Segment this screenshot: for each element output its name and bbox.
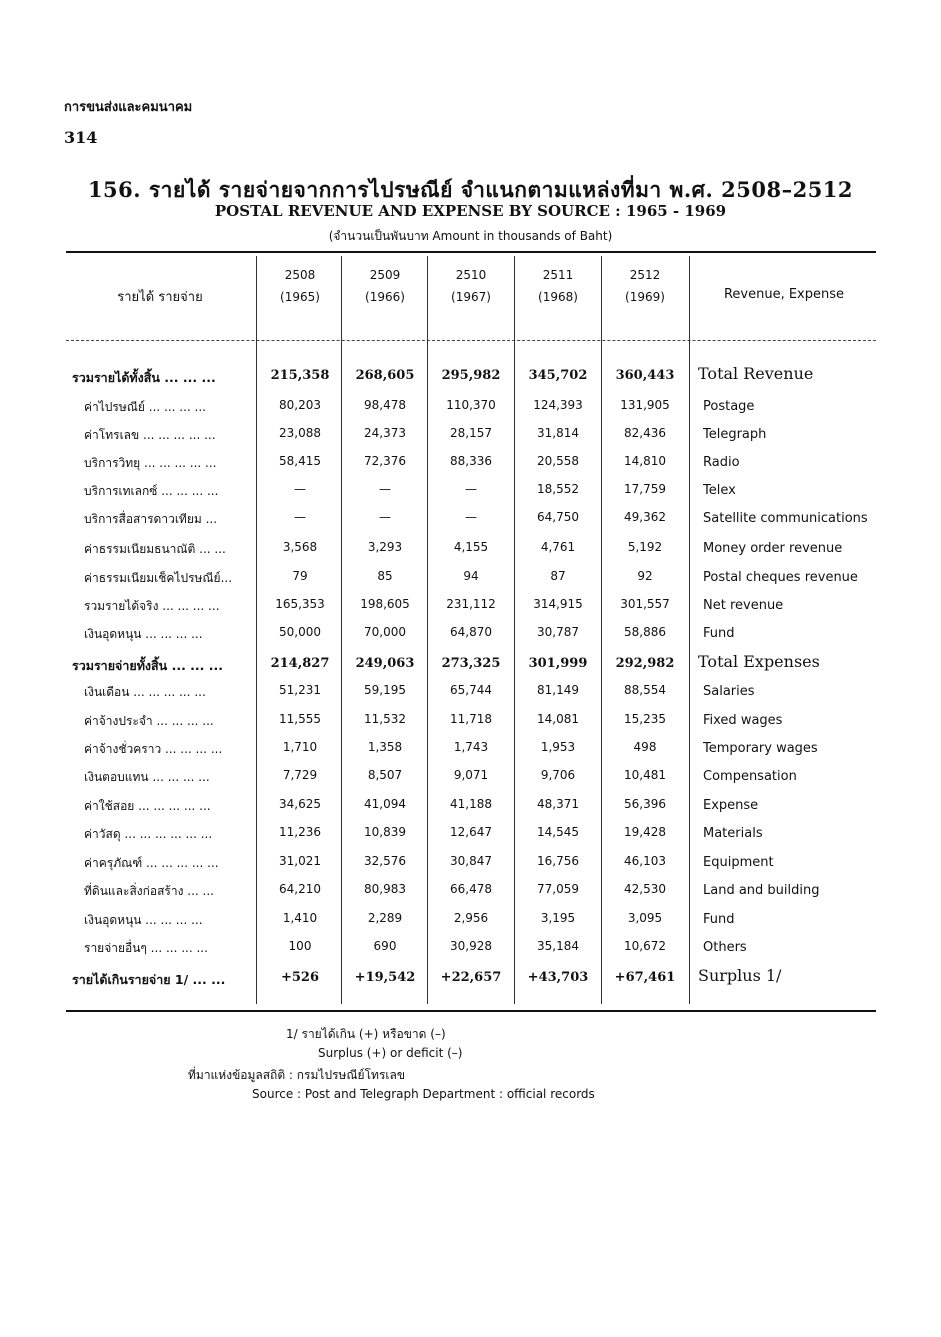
- cell-value: 79: [292, 569, 308, 583]
- cell-value: —: [294, 482, 306, 496]
- cell-value: 15,235: [624, 712, 666, 726]
- cell-value: 31,814: [537, 426, 579, 440]
- row-label-english: Surplus 1/: [698, 966, 782, 985]
- cell-value: 131,905: [620, 398, 670, 412]
- cell-value: 295,982: [441, 368, 501, 383]
- cell-value: 1,743: [453, 740, 489, 754]
- row-label-english: Radio: [703, 455, 740, 470]
- year-header: 2511 (1968): [538, 268, 578, 304]
- footnote-english: Surplus (+) or deficit (–): [318, 1046, 463, 1060]
- cell-value: +43,703: [527, 970, 589, 985]
- cell-value: 65,744: [450, 683, 492, 697]
- cell-value: 498: [633, 740, 657, 754]
- cell-value: 41,094: [364, 797, 406, 811]
- cell-value: +19,542: [354, 970, 416, 985]
- cell-value: 88,554: [624, 683, 666, 697]
- cell-value: 1,410: [282, 911, 318, 925]
- unit-note: (จำนวนเป็นพันบาท Amount in thousands of Baht): [328, 229, 613, 243]
- table-row: [0, 650, 941, 678]
- year-header: 2508 (1965): [280, 268, 320, 304]
- row-label-english: Telex: [703, 483, 736, 498]
- cell-value: 1,953: [540, 740, 576, 754]
- cell-value: +526: [280, 970, 320, 985]
- cell-value: 231,112: [446, 597, 496, 611]
- row-label-english: Net revenue: [703, 598, 784, 613]
- cell-value: 64,870: [450, 625, 492, 639]
- row-label-thai: ค่าธรรมเนียมธนาณัติ ... ...: [84, 542, 226, 556]
- cell-value: 34,625: [279, 797, 321, 811]
- cell-value: 16,756: [537, 854, 579, 868]
- cell-value: 18,552: [537, 482, 579, 496]
- cell-value: 214,827: [270, 656, 330, 671]
- cell-value: 301,557: [620, 597, 670, 611]
- cell-value: +67,461: [614, 970, 676, 985]
- row-label-english: Money order revenue: [703, 541, 843, 556]
- cell-value: 23,088: [279, 426, 321, 440]
- cell-value: 46,103: [624, 854, 666, 868]
- row-label-thai: บริการสื่อสารดาวเทียม ...: [84, 512, 218, 526]
- cell-value: 165,353: [275, 597, 325, 611]
- header-revenue-expense-thai: รายได้ รายจ่าย: [117, 290, 203, 305]
- table-row: [0, 420, 941, 448]
- cell-value: 301,999: [528, 656, 588, 671]
- year-header: 2512 (1969): [625, 268, 665, 304]
- row-label-thai: รายจ่ายอื่นๆ ... ... ... ...: [84, 941, 208, 955]
- row-label-english: Compensation: [703, 769, 797, 784]
- cell-value: 14,081: [537, 712, 579, 726]
- cell-value: 30,787: [537, 625, 579, 639]
- cell-value: 70,000: [364, 625, 406, 639]
- cell-value: 314,915: [533, 597, 583, 611]
- row-label-english: Materials: [703, 826, 763, 841]
- cell-value: 80,983: [364, 882, 406, 896]
- cell-value: 2,956: [453, 911, 489, 925]
- cell-value: 3,095: [627, 911, 663, 925]
- cell-value: 77,059: [537, 882, 579, 896]
- row-label-thai: เงินเดือน ... ... ... ... ...: [84, 685, 206, 699]
- table-title-thai: 156. รายได้ รายจ่ายจากการไปรษณีย์ จำแนกตามแหล่งที่มา พ.ศ. 2508–2512: [87, 177, 854, 202]
- cell-value: —: [379, 482, 391, 496]
- row-label-english: Equipment: [703, 855, 774, 870]
- row-label-thai: รวมรายได้จริง ... ... ... ...: [84, 599, 220, 613]
- row-label-thai: ค่าไปรษณีย์ ... ... ... ...: [84, 400, 206, 414]
- cell-value: 14,810: [624, 454, 666, 468]
- cell-value: 268,605: [355, 368, 415, 383]
- cell-value: 20,558: [537, 454, 579, 468]
- row-label-thai: ค่าจ้างชั่วคราว ... ... ... ...: [84, 742, 223, 756]
- cell-value: 58,886: [624, 625, 666, 639]
- cell-value: 19,428: [624, 825, 666, 839]
- bottom-rule: [66, 1010, 876, 1012]
- cell-value: 3,195: [540, 911, 576, 925]
- row-label-thai: เงินอุดหนุน ... ... ... ...: [84, 913, 203, 927]
- cell-value: 50,000: [279, 625, 321, 639]
- row-label-english: Land and building: [703, 883, 820, 898]
- table-row: [0, 504, 941, 532]
- cell-value: 690: [373, 939, 397, 953]
- cell-value: 30,928: [450, 939, 492, 953]
- cell-value: 110,370: [446, 398, 496, 412]
- row-label-thai: ค่าครุภัณฑ์ ... ... ... ... ...: [84, 856, 219, 870]
- row-label-english: Salaries: [703, 684, 755, 699]
- cell-value: 9,706: [540, 768, 576, 782]
- cell-value: 51,231: [279, 683, 321, 697]
- cell-value: 10,839: [364, 825, 406, 839]
- cell-value: 7,729: [282, 768, 318, 782]
- cell-value: 92: [637, 569, 653, 583]
- table-row: [0, 362, 941, 390]
- table-row: [0, 619, 941, 647]
- cell-value: 64,210: [279, 882, 321, 896]
- row-label-english: Satellite communications: [703, 511, 868, 526]
- table-row: [0, 734, 941, 762]
- table-row: [0, 392, 941, 420]
- cell-value: 41,188: [450, 797, 492, 811]
- cell-value: 9,071: [453, 768, 489, 782]
- cell-value: 28,157: [450, 426, 492, 440]
- table-row: [0, 476, 941, 504]
- running-head: การขนส่งและคมนาคม: [64, 100, 193, 115]
- cell-value: 56,396: [624, 797, 666, 811]
- cell-value: —: [294, 510, 306, 524]
- header-revenue-expense-english: Revenue, Expense: [723, 287, 845, 302]
- row-label-thai: เงินอุดหนุน ... ... ... ...: [84, 627, 203, 641]
- table-row: [0, 848, 941, 876]
- row-label-thai: ค่าโทรเลข ... ... ... ... ...: [84, 428, 216, 442]
- cell-value: 14,545: [537, 825, 579, 839]
- year-header: 2510 (1967): [451, 268, 491, 304]
- table-row: [0, 677, 941, 705]
- cell-value: 42,530: [624, 882, 666, 896]
- cell-value: 1,710: [282, 740, 318, 754]
- cell-value: 11,532: [364, 712, 406, 726]
- cell-value: 292,982: [615, 656, 675, 671]
- row-label-thai: ค่าใช้สอย ... ... ... ... ...: [84, 799, 211, 813]
- cell-value: 100: [288, 939, 312, 953]
- row-label-english: Telegraph: [703, 427, 767, 442]
- year-header: 2509 (1966): [365, 268, 405, 304]
- table-title-english: POSTAL REVENUE AND EXPENSE BY SOURCE : 1965 - 1969: [214, 202, 727, 220]
- row-label-thai: ค่าจ้างประจำ ... ... ... ...: [84, 714, 214, 728]
- row-label-english: Fixed wages: [703, 713, 783, 728]
- cell-value: 273,325: [441, 656, 501, 671]
- table-row: [0, 819, 941, 847]
- row-label-thai: บริการวิทยุ ... ... ... ... ...: [84, 456, 217, 470]
- row-label-english: Total Revenue: [698, 364, 814, 383]
- cell-value: 72,376: [364, 454, 406, 468]
- cell-value: 58,415: [279, 454, 321, 468]
- cell-value: 48,371: [537, 797, 579, 811]
- table-row: [0, 448, 941, 476]
- cell-value: 88,336: [450, 454, 492, 468]
- cell-value: 3,568: [282, 540, 318, 554]
- source-thai: ที่มาแห่งข้อมูลสถิติ : กรมไปรษณีย์โทรเลข: [188, 1068, 406, 1082]
- row-label-english: Postage: [703, 399, 755, 414]
- table-row: [0, 933, 941, 961]
- cell-value: 345,702: [528, 368, 588, 383]
- cell-value: 8,507: [367, 768, 403, 782]
- cell-value: —: [379, 510, 391, 524]
- cell-value: 3,293: [367, 540, 403, 554]
- row-label-english: Postal cheques revenue: [703, 570, 858, 585]
- cell-value: 85: [377, 569, 393, 583]
- cell-value: 87: [550, 569, 566, 583]
- cell-value: 4,761: [540, 540, 576, 554]
- row-label-english: Total Expenses: [698, 652, 820, 671]
- source-english: Source : Post and Telegraph Department : official records: [252, 1087, 595, 1101]
- table-row: [0, 791, 941, 819]
- cell-value: 32,576: [364, 854, 406, 868]
- cell-value: 66,478: [450, 882, 492, 896]
- table-row: [0, 905, 941, 933]
- top-rule: [66, 251, 876, 253]
- cell-value: 10,672: [624, 939, 666, 953]
- row-label-thai: รายได้เกินรายจ่าย 1/ ... ...: [72, 972, 226, 987]
- cell-value: 59,195: [364, 683, 406, 697]
- header-separator: [66, 340, 876, 341]
- cell-value: 11,236: [279, 825, 321, 839]
- row-label-english: Fund: [703, 912, 735, 927]
- cell-value: 11,555: [279, 712, 321, 726]
- table-row: [0, 706, 941, 734]
- cell-value: 24,373: [364, 426, 406, 440]
- cell-value: 81,149: [537, 683, 579, 697]
- cell-value: 64,750: [537, 510, 579, 524]
- row-label-thai: เงินตอบแทน ... ... ... ...: [84, 770, 210, 784]
- footnote-thai: 1/ รายได้เกิน (+) หรือขาด (–): [286, 1027, 446, 1041]
- cell-value: 5,192: [627, 540, 663, 554]
- row-label-thai: ค่าธรรมเนียมเช็คไปรษณีย์...: [84, 571, 233, 585]
- cell-value: 215,358: [270, 368, 330, 383]
- cell-value: 31,021: [279, 854, 321, 868]
- cell-value: 49,362: [624, 510, 666, 524]
- cell-value: +22,657: [440, 970, 502, 985]
- page-number: 314: [64, 128, 98, 147]
- cell-value: —: [465, 510, 477, 524]
- cell-value: 30,847: [450, 854, 492, 868]
- row-label-english: Others: [703, 940, 747, 955]
- cell-value: 82,436: [624, 426, 666, 440]
- row-label-thai: บริการเทเลกซ์ ... ... ... ...: [84, 484, 219, 498]
- cell-value: 1,358: [367, 740, 403, 754]
- row-label-thai: รวมรายจ่ายทั้งสิ้น ... ... ...: [72, 658, 224, 673]
- cell-value: —: [465, 482, 477, 496]
- cell-value: 4,155: [453, 540, 489, 554]
- row-label-thai: รวมรายได้ทั้งสิ้น ... ... ...: [72, 370, 216, 385]
- table-row: [0, 534, 941, 562]
- row-label-thai: ค่าวัสดุ ... ... ... ... ... ...: [84, 827, 213, 841]
- cell-value: 98,478: [364, 398, 406, 412]
- row-label-english: Fund: [703, 626, 735, 641]
- cell-value: 2,289: [367, 911, 403, 925]
- cell-value: 94: [463, 569, 479, 583]
- cell-value: 124,393: [533, 398, 583, 412]
- cell-value: 17,759: [624, 482, 666, 496]
- cell-value: 249,063: [355, 656, 415, 671]
- table-row: [0, 876, 941, 904]
- cell-value: 35,184: [537, 939, 579, 953]
- table-row: [0, 591, 941, 619]
- table-row: [0, 964, 941, 992]
- row-label-thai: ที่ดินและสิ่งก่อสร้าง ... ...: [84, 884, 214, 898]
- cell-value: 360,443: [615, 368, 675, 383]
- cell-value: 10,481: [624, 768, 666, 782]
- row-label-english: Expense: [703, 798, 759, 813]
- cell-value: 80,203: [279, 398, 321, 412]
- cell-value: 198,605: [360, 597, 410, 611]
- row-label-english: Temporary wages: [703, 741, 818, 756]
- table-row: [0, 762, 941, 790]
- cell-value: 12,647: [450, 825, 492, 839]
- cell-value: 11,718: [450, 712, 492, 726]
- table-row: [0, 563, 941, 591]
